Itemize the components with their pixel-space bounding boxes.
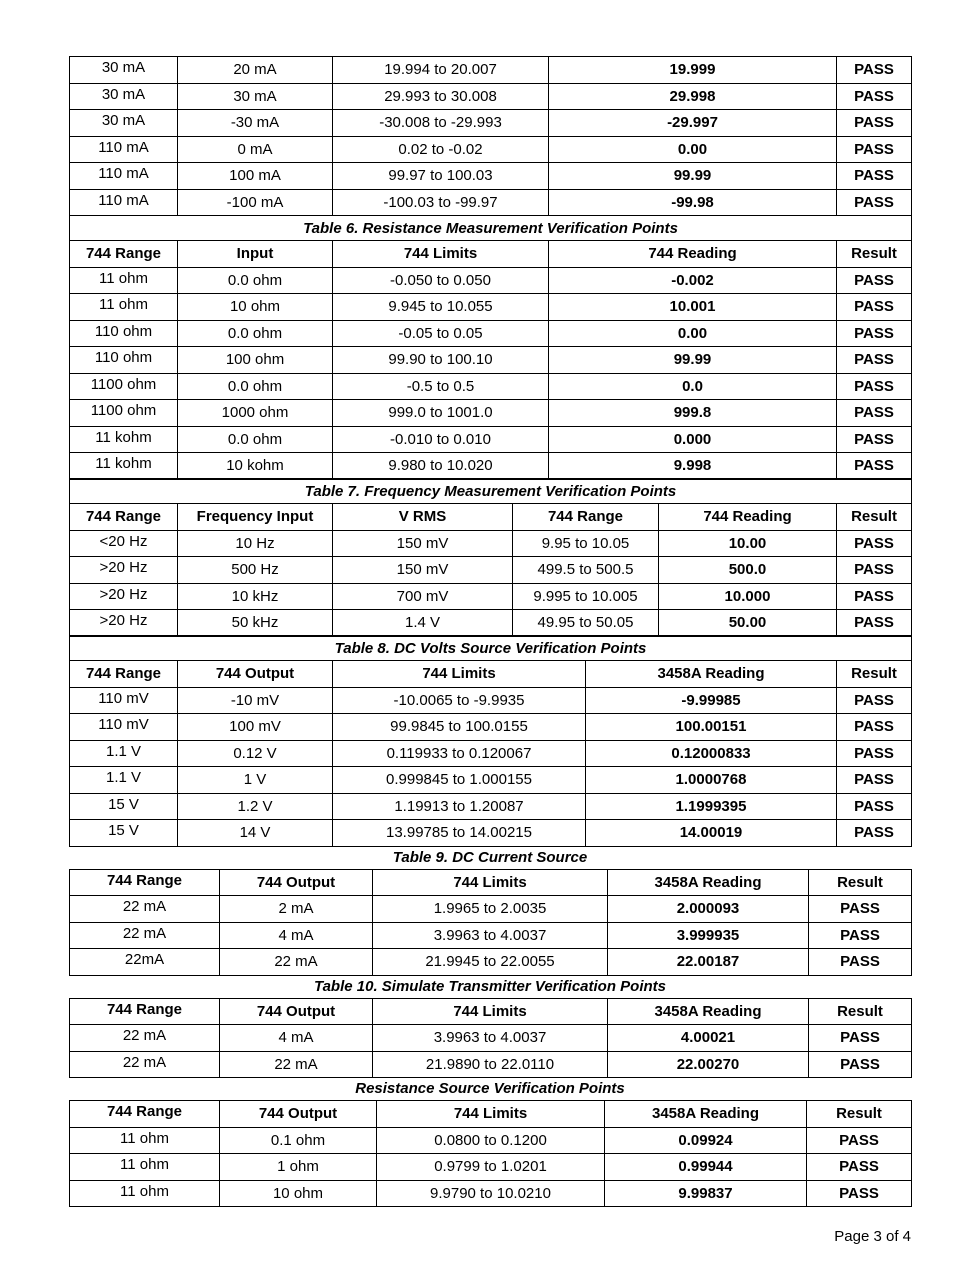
header-cell: 744 Limits — [377, 1101, 605, 1128]
table-row — [70, 687, 912, 714]
reading-cell: 14.00019 — [586, 820, 837, 847]
reading-cell: 0.00 — [549, 136, 837, 163]
limits-cell: -30.008 to -29.993 — [333, 110, 549, 137]
result-cell: PASS — [837, 189, 912, 216]
limits-cell: 0.119933 to 0.120067 — [333, 740, 586, 767]
range-cell: >20 Hz — [70, 583, 178, 610]
output-cell: -10 mV — [178, 687, 333, 714]
result-cell: PASS — [837, 267, 912, 294]
vrms-cell: 700 mV — [333, 583, 513, 610]
input-cell: 1000 ohm — [178, 400, 333, 427]
limits-cell: 999.0 to 1001.0 — [333, 400, 549, 427]
vrms-cell: 1.4 V — [333, 610, 513, 637]
limits-cell: 9.995 to 10.005 — [513, 583, 659, 610]
reading-cell: 29.998 — [549, 83, 837, 110]
header-cell: Result — [837, 241, 912, 268]
range-cell: <20 Hz — [70, 530, 178, 557]
range-cell: 22mA — [70, 949, 220, 976]
range-cell: 22 mA — [70, 1051, 220, 1078]
table-row — [70, 820, 912, 847]
header-cell: 744 Range — [70, 1101, 220, 1128]
table-row — [70, 896, 912, 923]
header-cell: 744 Limits — [333, 661, 586, 688]
input-cell: 100 mA — [178, 163, 333, 190]
table-row — [70, 110, 912, 137]
table-row — [70, 426, 912, 453]
reading-cell: 0.09924 — [605, 1127, 807, 1154]
result-cell: PASS — [807, 1127, 912, 1154]
range-cell: 15 V — [70, 820, 178, 847]
result-cell: PASS — [837, 714, 912, 741]
table-caption-row — [70, 479, 912, 504]
result-cell: PASS — [807, 1154, 912, 1181]
output-cell: 10 ohm — [220, 1180, 377, 1207]
result-cell: PASS — [837, 557, 912, 584]
limits-cell: 99.90 to 100.10 — [333, 347, 549, 374]
result-cell: PASS — [837, 373, 912, 400]
reading-cell: 22.00270 — [608, 1051, 809, 1078]
page-number: Page 3 of 4 — [834, 1228, 911, 1245]
range-cell: 11 kohm — [70, 453, 178, 480]
header-cell: V RMS — [333, 504, 513, 531]
result-cell: PASS — [837, 793, 912, 820]
limits-cell: 0.02 to -0.02 — [333, 136, 549, 163]
limits-cell: 1.19913 to 1.20087 — [333, 793, 586, 820]
table-header-row — [70, 504, 912, 531]
input-cell: 10 ohm — [178, 294, 333, 321]
range-cell: 110 mV — [70, 714, 178, 741]
limits-cell: 499.5 to 500.5 — [513, 557, 659, 584]
limits-cell: 9.980 to 10.020 — [333, 453, 549, 480]
limits-cell: 49.95 to 50.05 — [513, 610, 659, 637]
range-cell: 11 ohm — [70, 1127, 220, 1154]
reading-cell: 10.000 — [659, 583, 837, 610]
range-cell: 30 mA — [70, 83, 178, 110]
table-8-title: Table 8. DC Volts Source Verification Points — [70, 636, 912, 661]
header-cell: 744 Output — [220, 998, 373, 1025]
range-cell: 1100 ohm — [70, 373, 178, 400]
reading-cell: 10.00 — [659, 530, 837, 557]
result-cell: PASS — [807, 1180, 912, 1207]
header-cell: 744 Range — [70, 504, 178, 531]
reading-cell: 19.999 — [549, 57, 837, 84]
range-cell: 22 mA — [70, 896, 220, 923]
limits-cell: 0.9799 to 1.0201 — [377, 1154, 605, 1181]
table-row — [70, 557, 912, 584]
reading-cell: 0.12000833 — [586, 740, 837, 767]
reading-cell: 100.00151 — [586, 714, 837, 741]
input-cell: 0 mA — [178, 136, 333, 163]
result-cell: PASS — [837, 294, 912, 321]
result-cell: PASS — [809, 949, 912, 976]
range-cell: 30 mA — [70, 110, 178, 137]
table-10-title: Table 10. Simulate Transmitter Verification Points — [313, 977, 667, 995]
limits-cell: 13.99785 to 14.00215 — [333, 820, 586, 847]
limits-cell: 9.9790 to 10.0210 — [377, 1180, 605, 1207]
table-row — [70, 373, 912, 400]
table-row — [70, 400, 912, 427]
range-cell: 1100 ohm — [70, 400, 178, 427]
header-cell: Result — [807, 1101, 912, 1128]
output-cell: 22 mA — [220, 1051, 373, 1078]
table-header-row — [70, 661, 912, 688]
table-caption-row — [70, 636, 912, 661]
output-cell: 1 ohm — [220, 1154, 377, 1181]
range-cell: >20 Hz — [70, 610, 178, 637]
reading-cell: -9.99985 — [586, 687, 837, 714]
header-cell: 3458A Reading — [608, 869, 809, 896]
table-caption-row — [70, 216, 912, 241]
table-row — [70, 922, 912, 949]
reading-cell: 0.00 — [549, 320, 837, 347]
range-cell: 110 mV — [70, 687, 178, 714]
input-cell: 0.0 ohm — [178, 373, 333, 400]
limits-cell: -0.010 to 0.010 — [333, 426, 549, 453]
page-sheet — [69, 56, 911, 1207]
result-cell: PASS — [837, 820, 912, 847]
input-cell: 10 kHz — [178, 583, 333, 610]
input-cell: 30 mA — [178, 83, 333, 110]
reading-cell: 10.001 — [549, 294, 837, 321]
output-cell: 1 V — [178, 767, 333, 794]
limits-cell: 21.9890 to 22.0110 — [373, 1051, 608, 1078]
limits-cell: 9.95 to 10.05 — [513, 530, 659, 557]
input-cell: 10 kohm — [178, 453, 333, 480]
header-cell: 744 Range — [70, 998, 220, 1025]
table-row — [70, 1127, 912, 1154]
result-cell: PASS — [809, 896, 912, 923]
table-9-title: Table 9. DC Current Source — [392, 848, 588, 866]
header-cell: 744 Range — [513, 504, 659, 531]
resistance-source-title: Resistance Source Verification Points — [355, 1080, 625, 1097]
table-row — [70, 793, 912, 820]
output-cell: 100 mV — [178, 714, 333, 741]
reading-cell: 9.99837 — [605, 1180, 807, 1207]
reading-cell: 4.00021 — [608, 1025, 809, 1052]
table-row — [70, 57, 912, 84]
reading-cell: 0.0 — [549, 373, 837, 400]
input-cell: 0.0 ohm — [178, 426, 333, 453]
limits-cell: -100.03 to -99.97 — [333, 189, 549, 216]
input-cell: 50 kHz — [178, 610, 333, 637]
range-cell: 110 mA — [70, 163, 178, 190]
reading-cell: 500.0 — [659, 557, 837, 584]
header-cell: Result — [837, 504, 912, 531]
header-cell: 744 Output — [220, 869, 373, 896]
table-row — [70, 83, 912, 110]
range-cell: 22 mA — [70, 922, 220, 949]
table-7-title: Table 7. Frequency Measurement Verification Points — [70, 479, 912, 504]
output-cell: 0.1 ohm — [220, 1127, 377, 1154]
limits-cell: 1.9965 to 2.0035 — [373, 896, 608, 923]
result-cell: PASS — [837, 453, 912, 480]
range-cell: 30 mA — [70, 57, 178, 84]
limits-cell: -10.0065 to -9.9935 — [333, 687, 586, 714]
limits-cell: 3.9963 to 4.0037 — [373, 1025, 608, 1052]
output-cell: 4 mA — [220, 922, 373, 949]
result-cell: PASS — [837, 583, 912, 610]
output-cell: 14 V — [178, 820, 333, 847]
limits-cell: 0.0800 to 0.1200 — [377, 1127, 605, 1154]
limits-cell: 29.993 to 30.008 — [333, 83, 549, 110]
dc-volts-source-table — [69, 635, 912, 847]
table-header-row — [70, 1101, 912, 1128]
reading-cell: -99.98 — [549, 189, 837, 216]
header-cell: Frequency Input — [178, 504, 333, 531]
limits-cell: 3.9963 to 4.0037 — [373, 922, 608, 949]
table-header-row — [70, 241, 912, 268]
reading-cell: 50.00 — [659, 610, 837, 637]
header-cell: 744 Limits — [373, 998, 608, 1025]
header-cell: 3458A Reading — [605, 1101, 807, 1128]
table-row — [70, 714, 912, 741]
input-cell: 500 Hz — [178, 557, 333, 584]
output-cell: 0.12 V — [178, 740, 333, 767]
table-row — [70, 583, 912, 610]
resistance-measurement-table — [69, 56, 912, 480]
result-cell: PASS — [837, 320, 912, 347]
table-row — [70, 347, 912, 374]
resistance-source-table — [69, 1100, 912, 1207]
dc-current-source-table — [69, 869, 912, 976]
reading-cell: 99.99 — [549, 347, 837, 374]
limits-cell: 99.97 to 100.03 — [333, 163, 549, 190]
limits-cell: 19.994 to 20.007 — [333, 57, 549, 84]
limits-cell: 0.999845 to 1.000155 — [333, 767, 586, 794]
limits-cell: 21.9945 to 22.0055 — [373, 949, 608, 976]
result-cell: PASS — [837, 426, 912, 453]
reading-cell: 999.8 — [549, 400, 837, 427]
table-row — [70, 1025, 912, 1052]
result-cell: PASS — [837, 83, 912, 110]
reading-cell: 0.99944 — [605, 1154, 807, 1181]
input-cell: 0.0 ohm — [178, 320, 333, 347]
range-cell: 11 ohm — [70, 267, 178, 294]
table-header-row — [70, 998, 912, 1025]
header-cell: 744 Output — [178, 661, 333, 688]
header-cell: 744 Range — [70, 241, 178, 268]
output-cell: 2 mA — [220, 896, 373, 923]
table-row — [70, 294, 912, 321]
result-cell: PASS — [837, 110, 912, 137]
input-cell: -100 mA — [178, 189, 333, 216]
table-row — [70, 453, 912, 480]
result-cell: PASS — [837, 347, 912, 374]
range-cell: >20 Hz — [70, 557, 178, 584]
table-row — [70, 1154, 912, 1181]
limits-cell: 9.945 to 10.055 — [333, 294, 549, 321]
header-cell: 744 Limits — [373, 869, 608, 896]
table-row — [70, 949, 912, 976]
table-6-title: Table 6. Resistance Measurement Verification Points — [70, 216, 912, 241]
header-cell: 744 Range — [70, 869, 220, 896]
table-row — [70, 530, 912, 557]
reading-cell: 1.1999395 — [586, 793, 837, 820]
range-cell: 110 mA — [70, 189, 178, 216]
header-cell: 744 Reading — [549, 241, 837, 268]
header-cell: 3458A Reading — [586, 661, 837, 688]
reading-cell: -0.002 — [549, 267, 837, 294]
range-cell: 11 ohm — [70, 294, 178, 321]
limits-cell: -0.050 to 0.050 — [333, 267, 549, 294]
range-cell: 11 kohm — [70, 426, 178, 453]
result-cell: PASS — [837, 610, 912, 637]
table-row — [70, 189, 912, 216]
range-cell: 110 mA — [70, 136, 178, 163]
header-cell: 744 Output — [220, 1101, 377, 1128]
table-row — [70, 267, 912, 294]
header-cell: 744 Reading — [659, 504, 837, 531]
range-cell: 1.1 V — [70, 767, 178, 794]
result-cell: PASS — [809, 922, 912, 949]
header-cell: 744 Range — [70, 661, 178, 688]
range-cell: 22 mA — [70, 1025, 220, 1052]
reading-cell: 0.000 — [549, 426, 837, 453]
table-row — [70, 767, 912, 794]
range-cell: 1.1 V — [70, 740, 178, 767]
input-cell: 20 mA — [178, 57, 333, 84]
limits-cell: -0.05 to 0.05 — [333, 320, 549, 347]
reading-cell: 22.00187 — [608, 949, 809, 976]
header-cell: 744 Limits — [333, 241, 549, 268]
header-cell: Result — [809, 998, 912, 1025]
result-cell: PASS — [837, 400, 912, 427]
input-cell: 0.0 ohm — [178, 267, 333, 294]
range-cell: 110 ohm — [70, 320, 178, 347]
result-cell: PASS — [837, 163, 912, 190]
table-row — [70, 320, 912, 347]
reading-cell: -29.997 — [549, 110, 837, 137]
result-cell: PASS — [837, 767, 912, 794]
result-cell: PASS — [837, 530, 912, 557]
table-row — [70, 610, 912, 637]
reading-cell: 9.998 — [549, 453, 837, 480]
reading-cell: 1.0000768 — [586, 767, 837, 794]
limits-cell: 99.9845 to 100.0155 — [333, 714, 586, 741]
result-cell: PASS — [837, 57, 912, 84]
vrms-cell: 150 mV — [333, 557, 513, 584]
table-row — [70, 1180, 912, 1207]
input-cell: 10 Hz — [178, 530, 333, 557]
header-cell: Result — [837, 661, 912, 688]
reading-cell: 3.999935 — [608, 922, 809, 949]
simulate-transmitter-table — [69, 998, 912, 1079]
vrms-cell: 150 mV — [333, 530, 513, 557]
table-row — [70, 740, 912, 767]
input-cell: 100 ohm — [178, 347, 333, 374]
result-cell: PASS — [837, 687, 912, 714]
result-cell: PASS — [809, 1051, 912, 1078]
range-cell: 15 V — [70, 793, 178, 820]
output-cell: 22 mA — [220, 949, 373, 976]
output-cell: 4 mA — [220, 1025, 373, 1052]
input-cell: -30 mA — [178, 110, 333, 137]
reading-cell: 2.000093 — [608, 896, 809, 923]
table-row — [70, 136, 912, 163]
frequency-measurement-table — [69, 478, 912, 637]
table-header-row — [70, 869, 912, 896]
range-cell: 11 ohm — [70, 1180, 220, 1207]
table-row — [70, 163, 912, 190]
range-cell: 110 ohm — [70, 347, 178, 374]
result-cell: PASS — [837, 136, 912, 163]
result-cell: PASS — [809, 1025, 912, 1052]
output-cell: 1.2 V — [178, 793, 333, 820]
header-cell: Result — [809, 869, 912, 896]
reading-cell: 99.99 — [549, 163, 837, 190]
range-cell: 11 ohm — [70, 1154, 220, 1181]
table-row — [70, 1051, 912, 1078]
current-continuation-rows — [70, 57, 912, 216]
header-cell: Input — [178, 241, 333, 268]
header-cell: 3458A Reading — [608, 998, 809, 1025]
limits-cell: -0.5 to 0.5 — [333, 373, 549, 400]
result-cell: PASS — [837, 740, 912, 767]
